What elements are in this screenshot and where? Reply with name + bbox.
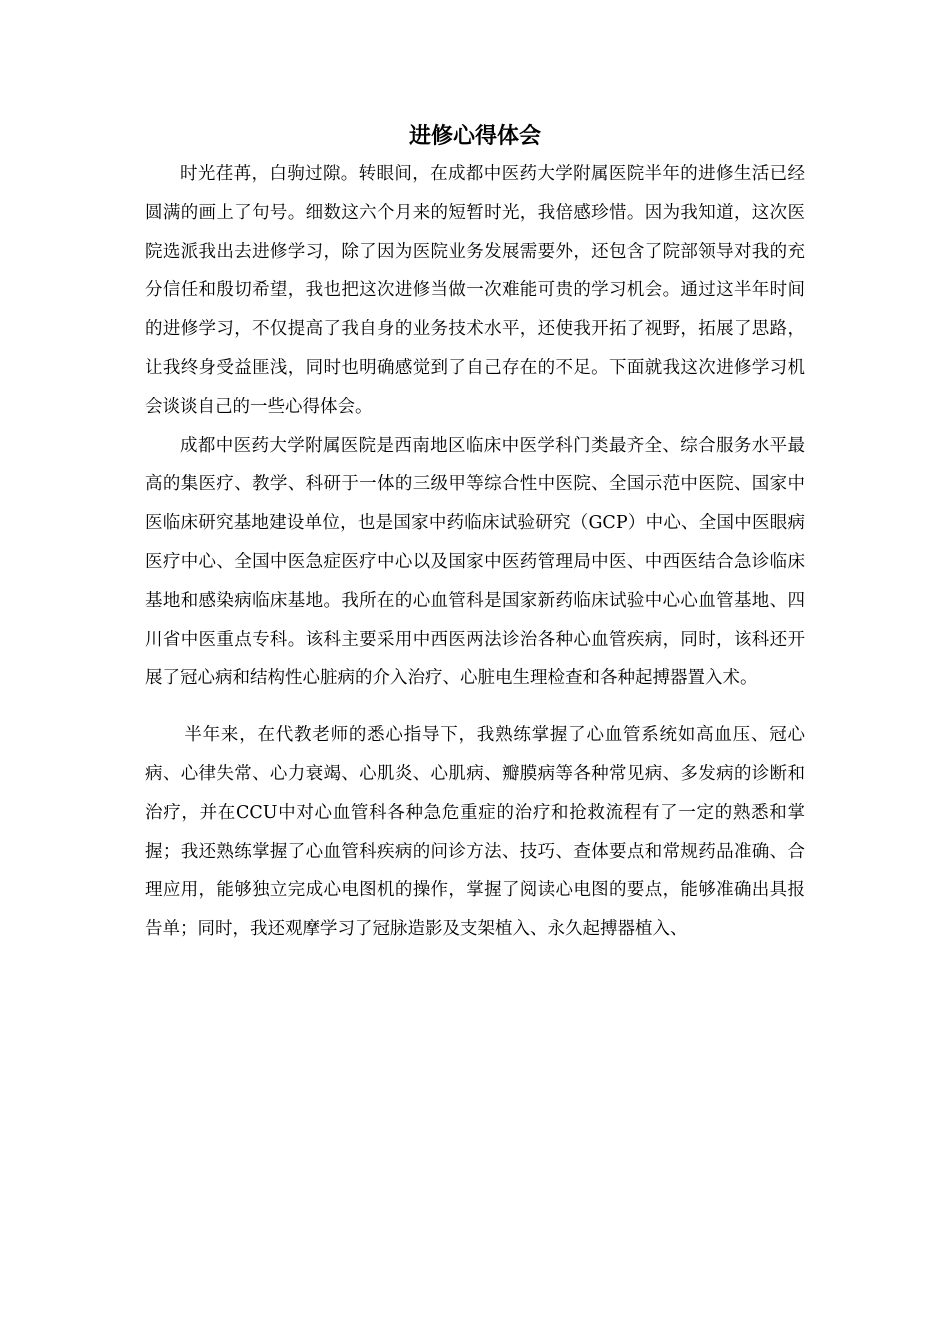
paragraph-3: 半年来，在代教老师的悉心指导下，我熟练掌握了心血管系统如高血压、冠心病、心律失常、心力衰竭、心肌炎、心肌病、瓣膜病等各种常见病、多发病的诊断和治疗，并在CCU中对心血管科各种急危重症的治疗和抢救流程有了一定的熟悉和掌握；我还熟练掌握了心血管科疾病的问诊方法、技巧、查体要点和常规药品准确、合理应用，能够独立完成心电图机的操作，掌握了阅读心电图的要点，能够准确出具报告单；同时，我还观摩学习了冠脉造影及支架植入、永久起搏器植入、 <box>145 725 805 940</box>
document-title: 进修心得体会 <box>408 123 541 149</box>
paragraph-1: 时光荏苒，白驹过隙。转眼间，在成都中医药大学附属医院半年的进修生活已经圆满的画上了句号。细数这六个月来的短暂时光，我倍感珍惜。因为我知道，这次医院选派我出去进修学习，除了因为医院业务发展需要外，还包含了院部领导对我的充分信任和殷切希望，我也把这次进修当做一次难能可贵的学习机会。通过这半年时间的进修学习，不仅提高了我自身的业务技术水平，还使我开拓了视野，拓展了思路，让我终身受益匪浅，同时也明确感觉到了自己存在的不足。下面就我这次进修学习机会谈谈自己的一些心得体会。 <box>145 164 805 417</box>
paragraph-2: 成都中医药大学附属医院是西南地区临床中医学科门类最齐全、综合服务水平最高的集医疗、教学、科研于一体的三级甲等综合性中医院、全国示范中医院、国家中医临床研究基地建设单位，也是国家中药临床试验研究（GCP）中心、全国中医眼病医疗中心、全国中医急症医疗中心以及国家中医药管理局中医、中西医结合急诊临床基地和感染病临床基地。我所在的心血管科是国家新药临床试验中心心血管基地、四川省中医重点专科。该科主要采用中西医两法诊治各种心血管疾病，同时，该科还开展了冠心病和结构性心脏病的介入治疗、心脏电生理检查和各种起搏器置入术。 <box>145 435 805 689</box>
document-body <box>145 155 805 949</box>
